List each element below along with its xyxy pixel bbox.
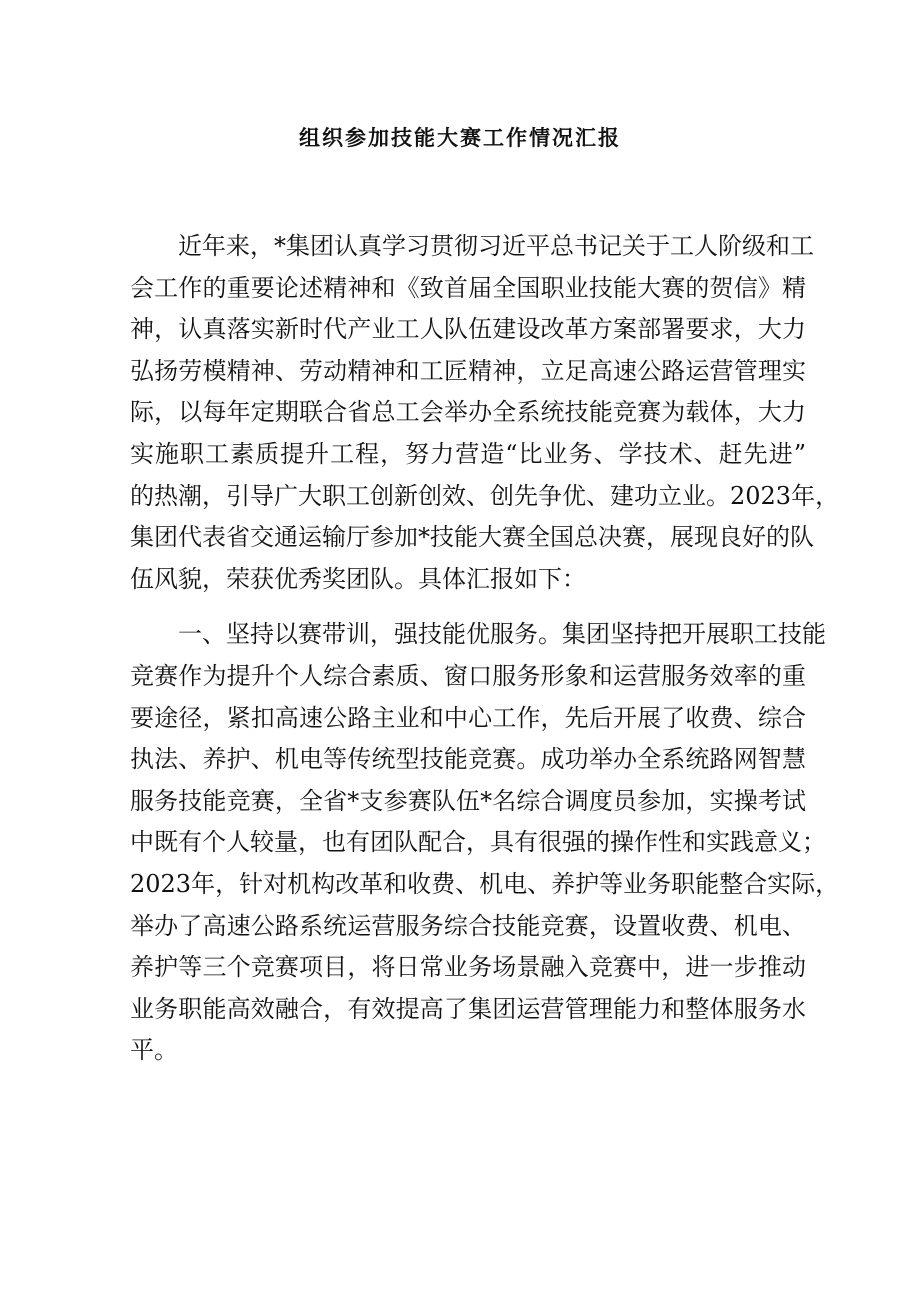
- paragraph-line: 竞赛作为提升个人综合素质、窗口服务形象和运营服务效率的重: [130, 661, 806, 690]
- paragraph-line: 2023年，针对机构改革和收费、机电、养护等业务职能整合实际，: [130, 869, 840, 898]
- paragraph-line: 要途径，紧扣高速公路主业和中心工作，先后开展了收费、综合: [130, 703, 806, 732]
- intro-paragraph: [130, 226, 840, 600]
- document-body: [130, 226, 840, 1072]
- paragraph-line: 养护等三个竞赛项目，将日常业务场景融入竞赛中，进一步推动: [130, 953, 806, 982]
- paragraph-line: 的热潮，引导广大职工创新创效、创先争优、建功立业。2023年，: [130, 481, 840, 510]
- paragraph-line: 业务职能高效融合，有效提高了集团运营管理能力和整体服务水: [130, 994, 806, 1023]
- paragraph-line: 会工作的重要论述精神和《致首届全国职业技能大赛的贺信》精: [130, 273, 806, 302]
- section-one-paragraph: [130, 614, 840, 1072]
- paragraph-line: 平。: [130, 1036, 178, 1065]
- paragraph-line: 执法、养护、机电等传统型技能竞赛。成功举办全系统路网智慧: [130, 745, 806, 774]
- paragraph-line: 一、坚持以赛带训，强技能优服务。集团坚持把开展职工技能: [178, 620, 826, 649]
- paragraph-line: 中既有个人较量，也有团队配合，具有很强的操作性和实践意义；: [130, 828, 826, 857]
- paragraph-line: 近年来，*集团认真学习贯彻习近平总书记关于工人阶级和工: [178, 232, 814, 260]
- paragraph-line: 神，认真落实新时代产业工人队伍建设改革方案部署要求，大力: [130, 315, 806, 344]
- paragraph-line: 集团代表省交通运输厅参加*技能大赛全国总决赛，展现良好的队: [130, 523, 814, 552]
- paragraph-line: 举办了高速公路系统运营服务综合技能竞赛，设置收费、机电、: [130, 911, 806, 940]
- paragraph-line: 实施职工素质提升工程，努力营造“比业务、学技术、赶先进”: [130, 439, 806, 468]
- paragraph-line: 际，以每年定期联合省总工会举办全系统技能竞赛为载体，大力: [130, 398, 806, 427]
- document-title: 组织参加技能大赛工作情况汇报: [299, 125, 621, 150]
- paragraph-line: 伍风貌，荣获优秀奖团队。具体汇报如下：: [130, 564, 586, 593]
- paragraph-line: 弘扬劳模精神、劳动精神和工匠精神，立足高速公路运营管理实: [130, 356, 806, 385]
- paragraph-line: 服务技能竞赛，全省*支参赛队伍*名综合调度员参加，实操考试: [130, 786, 806, 815]
